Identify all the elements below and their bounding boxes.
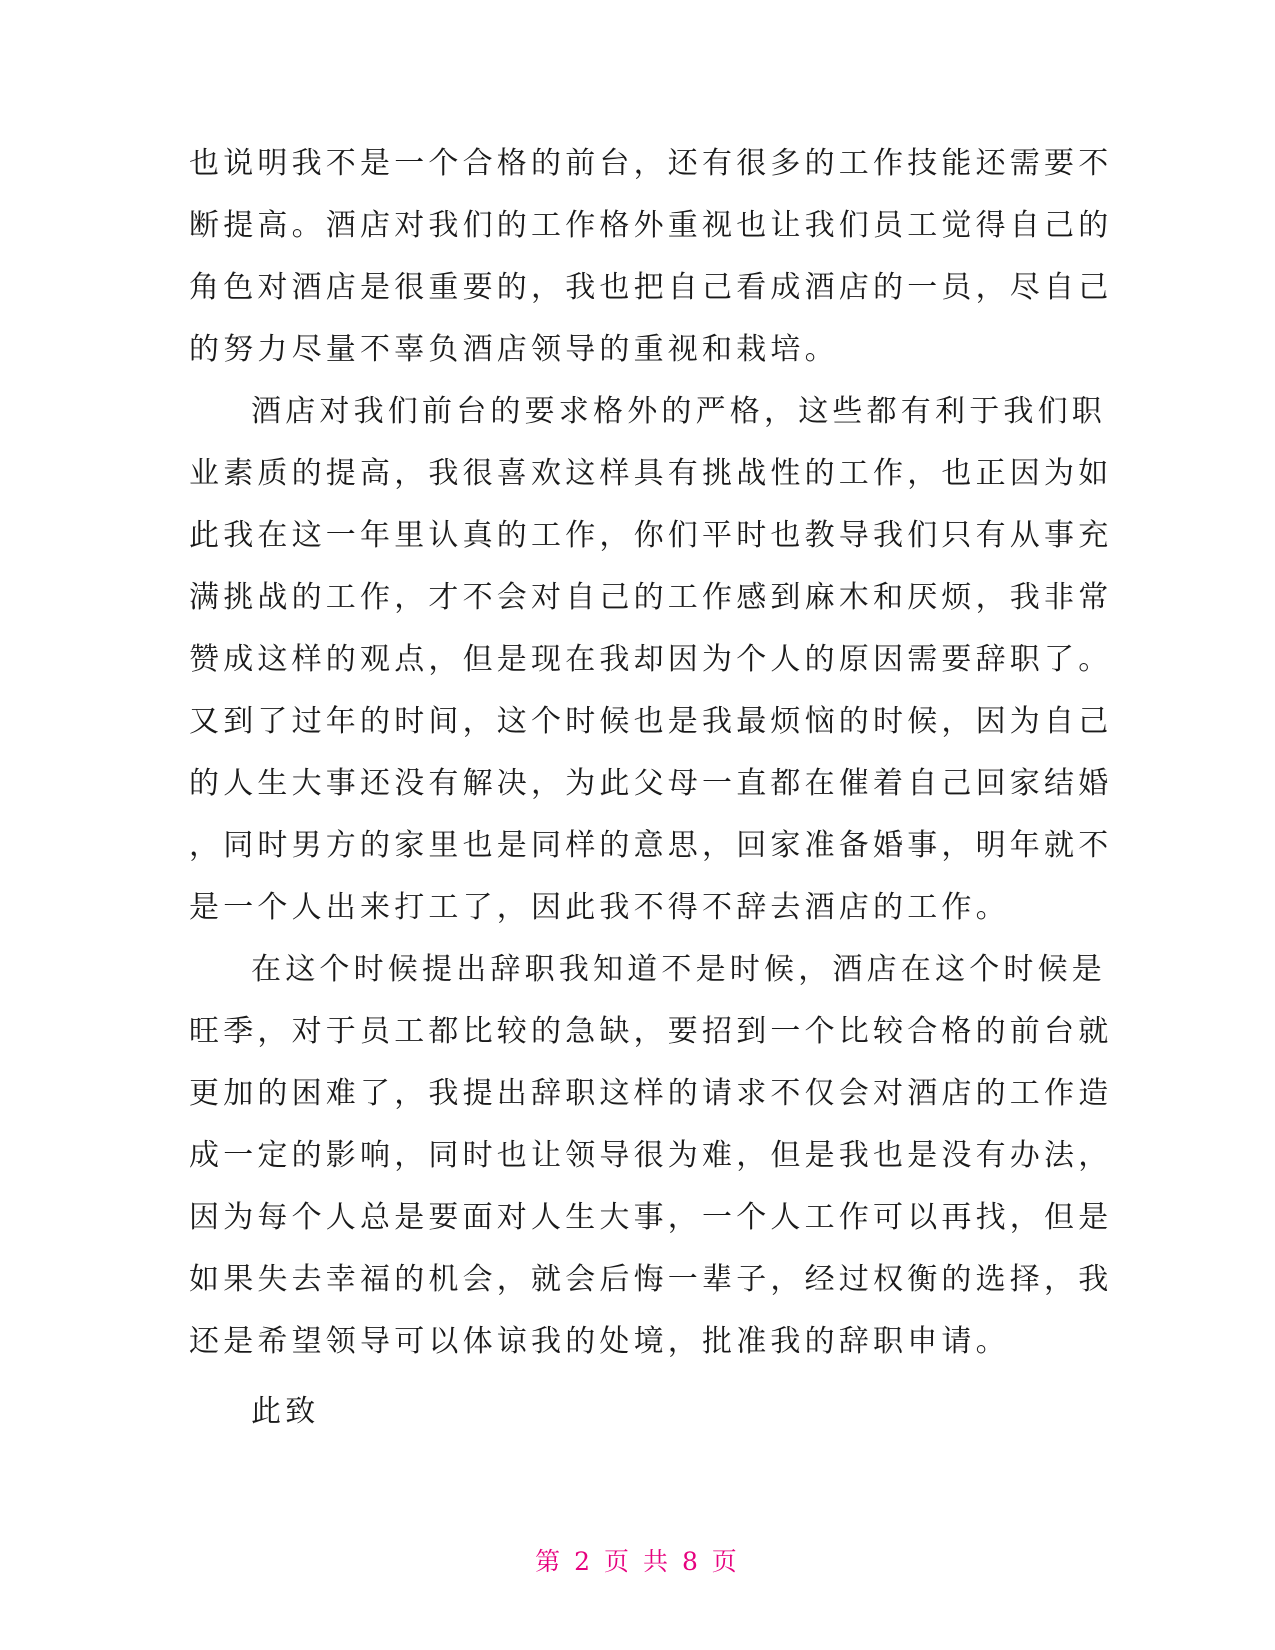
text-line: 在这个时候提出辞职我知道不是时候，酒店在这个时候是 — [251, 952, 1106, 987]
page-number-footer — [0, 1542, 1275, 1578]
text-line: 是一个人出来打工了，因此我不得不辞去酒店的工作。 — [189, 890, 1010, 925]
footer-prefix: 第 — [535, 1547, 564, 1576]
footer-current-page: 2 — [574, 1547, 594, 1576]
text-line: 因为每个人总是要面对人生大事，一个人工作可以再找，但是 — [189, 1200, 1113, 1235]
text-line: 还是希望领导可以体谅我的处境，批准我的辞职申请。 — [189, 1324, 1010, 1359]
footer-total-pages: 8 — [681, 1547, 701, 1576]
text-line: 角色对酒店是很重要的，我也把自己看成酒店的一员，尽自己 — [189, 270, 1113, 305]
text-line: 更加的困难了，我提出辞职这样的请求不仅会对酒店的工作造 — [189, 1076, 1113, 1111]
text-line: 成一定的影响，同时也让领导很为难，但是我也是没有办法， — [189, 1138, 1113, 1173]
text-line: 的人生大事还没有解决，为此父母一直都在催着自己回家结婚 — [189, 766, 1113, 801]
footer-page-label-2: 页 — [711, 1547, 740, 1576]
text-line: 此我在这一年里认真的工作，你们平时也教导我们只有从事充 — [189, 518, 1113, 553]
text-line: 的努力尽量不辜负酒店领导的重视和栽培。 — [189, 332, 839, 367]
text-line: 满挑战的工作，才不会对自己的工作感到麻木和厌烦，我非常 — [189, 580, 1113, 615]
text-line: 如果失去幸福的机会，就会后悔一辈子，经过权衡的选择，我 — [189, 1262, 1113, 1297]
text-line: 业素质的提高，我很喜欢这样具有挑战性的工作，也正因为如 — [189, 456, 1113, 491]
text-line: 赞成这样的观点，但是现在我却因为个人的原因需要辞职了。 — [189, 642, 1113, 677]
text-line: 酒店对我们前台的要求格外的严格，这些都有利于我们职 — [251, 394, 1106, 429]
footer-page-label: 页 — [604, 1547, 633, 1576]
text-line: 旺季，对于员工都比较的急缺，要招到一个比较合格的前台就 — [189, 1014, 1113, 1049]
text-line: 也说明我不是一个合格的前台，还有很多的工作技能还需要不 — [189, 146, 1113, 181]
text-line: 又到了过年的时间，这个时候也是我最烦恼的时候，因为自己 — [189, 704, 1113, 739]
closing-salutation: 此致 — [251, 1394, 320, 1429]
text-line: ，同时男方的家里也是同样的意思，回家准备婚事，明年就不 — [189, 828, 1113, 863]
text-line: 断提高。酒店对我们的工作格外重视也让我们员工觉得自己的 — [189, 208, 1113, 243]
footer-total-label: 共 — [642, 1547, 671, 1576]
